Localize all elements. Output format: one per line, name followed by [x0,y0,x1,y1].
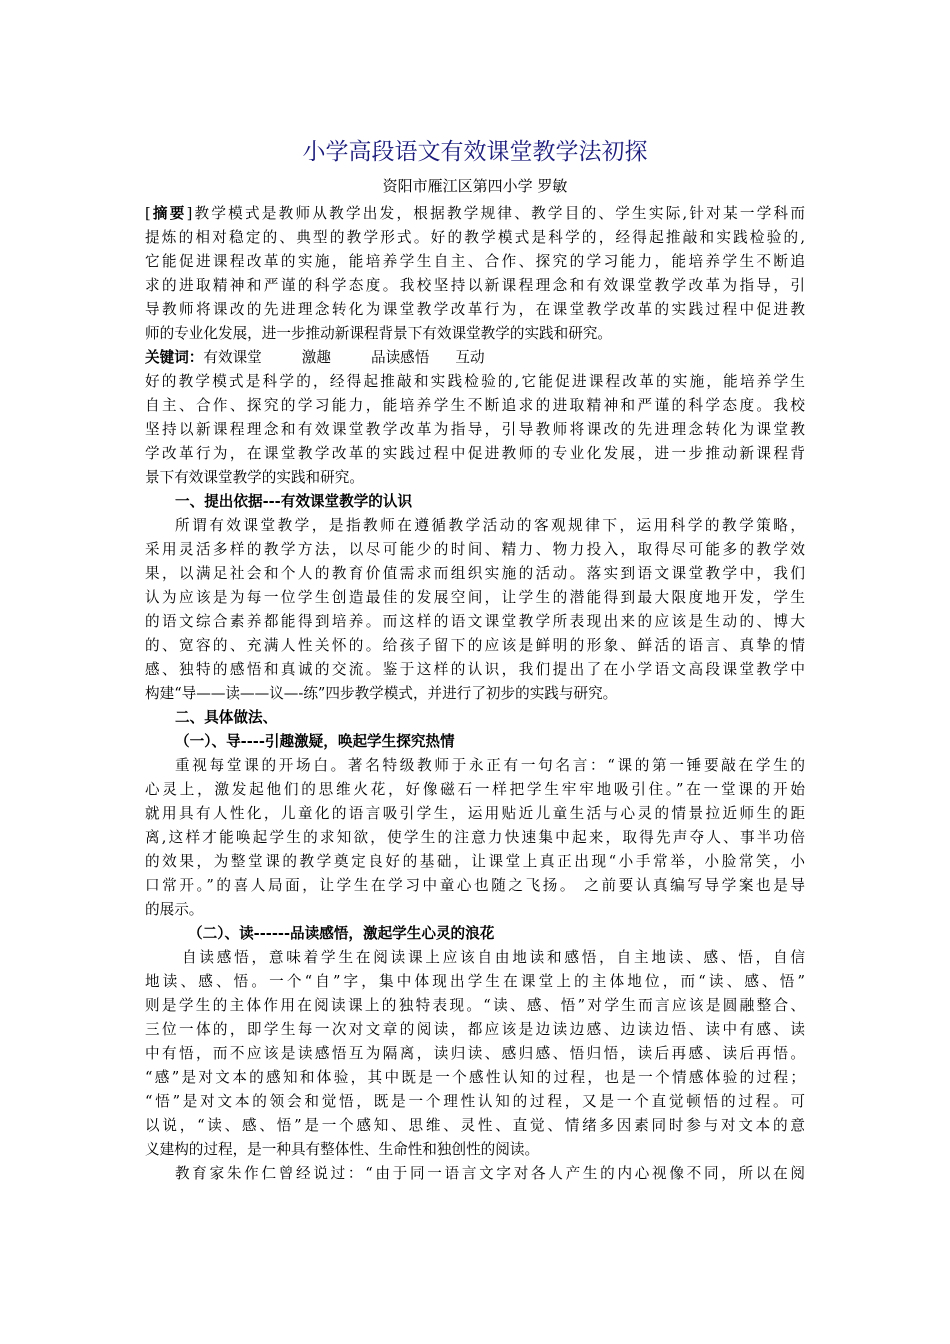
author-byline: 资阳市雁江区第四小学 罗敏 [382,177,568,195]
subsection1-line: 口常开。”的喜人局面，让学生在学习中童心也随之飞扬。 之前要认真编写导学案也是导 [145,877,805,894]
subsection1-line: 心灵上，激发起他们的思维火花，好像磁石一样把学生牢牢地吸引住。”在一堂课的开始 [145,781,805,798]
abstract-line: [摘要]教学模式是教师从教学出发，根据教学规律、教学目的、学生实际,针对某一学科而 [145,205,805,222]
keyword: 互动 [455,349,485,366]
section1-line: 认为应该是为每一位学生创造最佳的发展空间，让学生的潜能得到最大限度地开发，学生 [145,589,805,606]
section1-line: 果，以满足社会和个人的教育价值需求而组织实施的活动。落实到语文课堂教学中，我们 [145,565,805,582]
subsection2-line: 以说，“读、感、悟”是一个感知、思维、灵性、直觉、情绪多因素同时参与对文本的意 [145,1117,805,1134]
abstract-line: 师的专业化发展，进一步推动新课程背景下有效课堂教学的实践和研究。 [145,325,613,342]
document-title: 小学高段语文有效课堂教学法初探 [302,139,648,165]
abstract-line: 导教师将课改的先进理念转化为课堂教学改革行为，在课堂教学改革的实践过程中促进教 [145,301,805,318]
keyword: 有效课堂 [203,349,262,366]
abstract-line: 求的进取精神和严谨的科学态度。我校坚持以新课程理念和有效课堂教学改革为指导，引 [145,277,805,294]
section1-line: 的语文综合素养都能得到培养。而这样的语文课堂教学所表现出来的应该是生动的、博大 [145,613,805,630]
subsection2-line: “悟”是对文本的领会和觉悟，既是一个理性认知的过程，又是一个直觉顿悟的过程。可 [145,1093,805,1110]
subsection1-line: 就用具有人性化，儿童化的语言吸引学生，运用贴近儿童生活与心灵的情景拉近师生的距 [145,805,805,822]
keywords-label: 关键词： [145,349,204,366]
subsection2-line: 教育家朱作仁曾经说过：“由于同一语言文字对各人产生的内心视像不同，所以在阅 [175,1165,805,1182]
section1-line: 感、独特的感悟和真诚的交流。鉴于这样的认识，我们提出了在小学语文高段课堂教学中 [145,661,805,678]
subsection2-line: 自读感悟，意味着学生在阅读课上应该自由地读和感悟，自主地读、感、悟，自信 [182,949,805,966]
section1-line: 的、宽容的、充满人性关怀的。给孩子留下的应该是鲜明的形象、鲜活的语言、真挚的情 [145,637,805,654]
section1-line: 采用灵活多样的教学方法，以尽可能少的时间、精力、物力投入，取得尽可能多的教学效 [145,541,805,558]
keywords-line [145,346,805,369]
intro-line: 自主、合作、探究的学习能力，能培养学生不断追求的进取精神和严谨的科学态度。我校 [145,397,805,414]
intro-line: 坚持以新课程理念和有效课堂教学改革为指导，引导教师将课改的先进理念转化为课堂教 [145,421,805,438]
abstract-line: 提炼的相对稳定的、典型的教学形式。好的教学模式是科学的，经得起推敲和实践检验的, [145,229,805,246]
intro-line: 学改革行为，在课堂教学改革的实践过程中促进教师的专业化发展，进一步推动新课程背 [145,445,805,462]
abstract-line: 它能促进课程改革的实施，能培养学生自主、合作、探究的学习能力，能培养学生不断追 [145,253,805,270]
section2-heading: 二、具体做法、 [175,709,278,726]
abstract-label: 摘要 [150,205,187,222]
subsection2-line: “感”是对文本的感知和体验，其中既是一个感性认知的过程，也是一个情感体验的过程； [145,1069,805,1086]
keyword: 激趣 [301,349,331,366]
subsection1-line: 的效果，为整堂课的教学奠定良好的基础，让课堂上真正出现“小手常举，小脸常笑，小 [145,853,805,870]
subsection1-line: 离,这样才能唤起学生的求知欲，使学生的注意力快速集中起来，取得先声夺人、事半功倍 [145,829,805,846]
subsection2-heading: （二）、读------品读感悟，激起学生心灵的浪花 [188,925,495,942]
section1-line: 构建“导——读——议—-练”四步教学模式，并进行了初步的实践与研究。 [145,685,618,702]
section1-line: 所谓有效课堂教学，是指教师在遵循教学活动的客观规律下，运用科学的教学策略， [175,517,805,534]
intro-line: 好的教学模式是科学的，经得起推敲和实践检验的,它能促进课程改革的实施，能培养学生 [145,373,805,390]
keyword: 品读感悟 [370,349,430,366]
intro-line: 景下有效课堂教学的实践和研究。 [145,469,364,486]
subsection1-heading: （一）、导----引趣激疑，唤起学生探究热情 [175,733,455,750]
section1-heading: 一、提出依据---有效课堂教学的认识 [175,493,413,510]
subsection2-line: 地读、感、悟。一个“自”字，集中体现出学生在课堂上的主体地位，而“读、感、悟” [145,973,805,990]
subsection2-line: 中有悟，而不应该是读感悟互为隔离，读归读、感归感、悟归悟，读后再感、读后再悟。 [145,1045,805,1062]
subsection2-line: 则是学生的主体作用在阅读课上的独特表现。“读、感、悟”对学生而言应该是圆融整合、 [145,997,805,1014]
subsection2-line: 三位一体的，即学生每一次对文章的阅读，都应该是边读边感、边读边悟、读中有感、读 [145,1021,805,1038]
subsection2-line: 义建构的过程，是一种具有整体性、生命性和独创性的阅读。 [145,1141,540,1158]
subsection1-line: 的展示。 [145,901,204,918]
subsection1-line: 重视每堂课的开场白。著名特级教师于永正有一句名言：“课的第一锤要敲在学生的 [175,757,805,774]
